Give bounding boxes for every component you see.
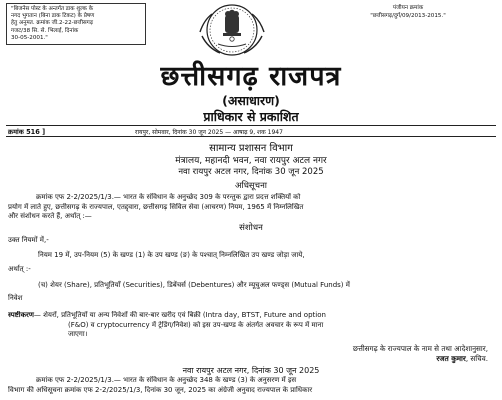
date-line-english: नवा रायपुर अटल नगर, दिनांक 30 जून 2025 — [182, 366, 320, 375]
explanation-line: — शेयरों, प्रतिभूतियों या अन्य निवेशों की बार-बार खरीद एवं बिक्री (Intra day, BTST, Future and option — [33, 311, 326, 319]
registration-value: "छत्तीसगढ़/दुर्ग/09/2013-2015." — [370, 13, 446, 19]
published-by-authority: प्राधिकार से प्रकाशित — [203, 109, 299, 124]
postal-note-line: 30-05-2001." — [11, 34, 48, 41]
department-address: मंत्रालय, महानदी भवन, नवा रायपुर अटल नगर — [175, 156, 327, 166]
extraordinary-label: (असाधारण) — [222, 93, 280, 108]
paragraph-line: क्रमांक एफ 2-2/2025/1/3.— भारत के संविधान के अनुच्छेद 348 के खण्ड (3) के अनुसरण में इस — [36, 376, 297, 384]
date-line: नवा रायपुर अटल नगर, दिनांक 30 जून 2025 — [178, 167, 324, 177]
explanation-line: (F&O) व cryptocurrency में ट्रेडिंग/निवेश) को इस उप-खण्ड के अंतर्गत अवचार के रूप में माना — [68, 320, 324, 329]
gazette-title: छत्तीसगढ़ राजपत्र — [160, 61, 342, 92]
header-rule-top — [6, 125, 496, 126]
postal-note-line: "बिजनेस पोस्ट के अन्तर्गत डाक शुल्क के — [11, 6, 94, 12]
amendment-heading: संशोधन — [239, 223, 263, 233]
signatory-designation: , सचिव. — [465, 354, 488, 363]
sub-clause-text: (च) शेयर (Share), प्रतिभूतियाँ (Securities), डिबेंचर्स (Debentures) और म्यूचुअल फण्ड्स (Mutual Funds) में — [38, 281, 350, 289]
rules-intro: उक्त नियमों में,- — [8, 236, 49, 244]
postal-note-line: गजट/38 सि. से. भिलाई, दिनांक — [11, 27, 79, 34]
notification-heading: अधिसूचना — [235, 181, 267, 191]
paragraph-line: और संशोधन करते हैं, अर्थात् :— — [8, 212, 92, 220]
governor-order: छत्तीसगढ़ के राज्यपाल के नाम से तथा आदेशानुसार, — [352, 344, 488, 353]
notification-paragraph — [8, 193, 494, 222]
postal-permit-note — [6, 3, 146, 45]
explanation-label: स्पष्टीकरण — [8, 311, 34, 319]
rule-19-text: नियम 19 में, उप-नियम (5) के खण्ड (1) के उप खण्ड (ङ) के पश्चात् निम्नलिखित उप खण्ड जोड़ा जाये, — [38, 251, 305, 259]
paragraph-line: विभाग की अधिसूचना क्रमांक एफ 2-2/2025/1/3, दिनांक 30 जून, 2025 का अंग्रेजी अनुवाद राज्यपाल के प्राधिकार — [8, 385, 313, 394]
translation-paragraph — [8, 376, 494, 395]
registration-number — [324, 4, 492, 20]
issue-place-date: रायपुर, सोमवार, दिनांक 30 जून 2025 — आषाढ़ 9, शक 1947 — [135, 129, 283, 136]
paragraph-line: क्रमांक एफ 2-2/2025/1/3.— भारत के संविधान के अनुच्छेद 309 के परन्तुक द्वारा प्रदत्त शक्तियों को — [36, 193, 301, 201]
namely-text: अर्थात् :- — [8, 265, 31, 273]
registration-label: पंजीयन क्रमांक — [392, 5, 424, 11]
investment-text: निवेश — [8, 294, 23, 302]
state-emblem-icon — [190, 2, 274, 58]
explanation-block — [8, 311, 494, 340]
signature-block — [0, 354, 488, 364]
postal-note-line: नगद भुगतान (बिना डाक टिकट) के प्रेषण — [11, 13, 95, 20]
issue-number: क्रमांक 516 ] — [8, 128, 46, 136]
signatory-name: रजत कुमार — [436, 354, 466, 363]
department-name: सामान्य प्रशासन विभाग — [209, 143, 293, 154]
postal-note-line: हेतु अनुमत. क्रमांक जी.2-22-छत्तीसगढ़ — [11, 20, 93, 27]
paragraph-line: प्रयोग में लाते हुए, छत्तीसगढ़ के राज्यपाल, एतद्द्वारा, छत्तीसगढ़ सिविल सेवा (आचरण) नियम, 1965 में निम्नलिखित — [8, 202, 304, 211]
header-rule-bottom — [6, 136, 496, 137]
explanation-line: जाएगा। — [68, 330, 88, 338]
